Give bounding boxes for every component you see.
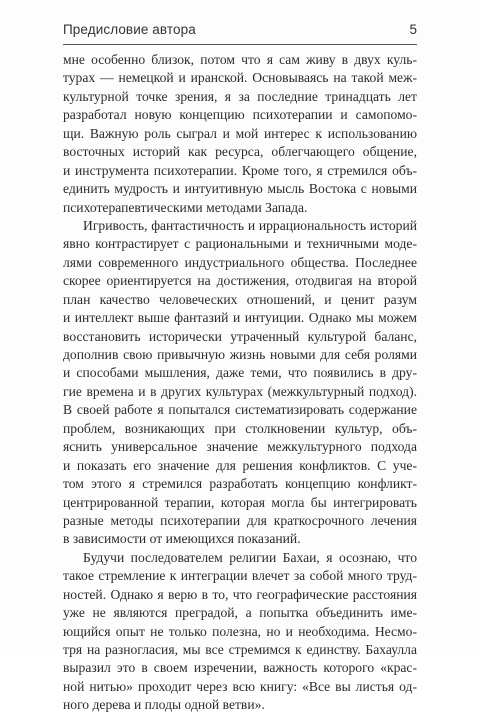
text-line: уже не являются преградой, а попытка объединить име- [63, 605, 417, 621]
paragraph-2 [63, 217, 417, 549]
text-line: ностей. Однако я верю в то, что географические расстояния [63, 586, 417, 602]
text-line: такое стремление к интеграции влечет за собой много труд- [63, 568, 417, 584]
text-line: скорее ориентируется на достижения, отодвигая на второй [63, 273, 417, 289]
text-line: ного дерева и плоды одной ветви». [63, 697, 265, 713]
text-line: гие времена и в других культурах (межкультурный подход). [63, 383, 417, 399]
text-line: яснить универсальное значение межкультурного подхода [63, 439, 417, 455]
text-line: культурной точке зрения, я за последние тринадцать лет [63, 88, 417, 104]
text-line: восточных историй как ресурса, облегчающего общение, [63, 144, 417, 160]
paragraph-3 [63, 549, 417, 715]
running-head [63, 22, 417, 45]
text-line: в зависимости от имеющихся показаний. [63, 531, 301, 547]
text-line: Игривость, фантастичность и иррациональность историй [83, 217, 417, 233]
text-line: центрированной терапии, которая могла бы интегрировать [63, 494, 417, 510]
page-number: 5 [409, 22, 417, 37]
text-line: мне особенно близок, потом что я сам живу в двух куль- [63, 52, 417, 67]
text-line: тря на разногласия, мы все стремимся к единству. Бахаулла [63, 642, 417, 657]
text-line: психотерапевтическими методами Запада. [63, 199, 308, 215]
text-line: В своей работе я попытался систематизировать содержание [63, 402, 417, 418]
text-line: лями современного индустриального общества. Последнее [63, 254, 417, 270]
text-line: ющийся опыт не только полезна, но и необходима. Несмо- [63, 623, 417, 639]
text-line: и способами мышления, даже теми, что появились в дру- [63, 365, 417, 381]
text-line: единить мудрость и интуитивную мысль Востока с новыми [63, 181, 417, 197]
text-line: явно контрастирует с рациональными и техничными моде- [63, 236, 417, 252]
body-text [63, 51, 417, 715]
text-line: Будучи последователем религии Бахаи, я осознаю, что [83, 549, 417, 565]
text-line: и инструмента психотерапии. Кроме того, я стремился объ- [63, 162, 417, 178]
text-line: разработал новую концепцию психотерапии и самопомо- [63, 107, 417, 123]
text-line: план качество человеческих отношений, и ценит разум [63, 291, 417, 307]
text-line: ной нитью» проходит через всю книгу: «Все вы листья од- [63, 678, 417, 694]
text-line: проблем, возникающих при столкновении культур, объ- [63, 420, 417, 436]
running-title: Предисловие автора [63, 22, 196, 37]
text-line: и показать его значение для решения конфликтов. С уче- [63, 457, 417, 473]
text-line: дополнив свою привычную жизнь новыми для себя ролями [63, 347, 417, 362]
text-line: восстановить исторически утраченный культурой баланс, [63, 328, 417, 344]
text-line: и интеллект выше фантазий и интуиции. Однако мы можем [63, 310, 417, 326]
text-line: щи. Важную роль сыграл и мой интерес к использованию [63, 125, 417, 141]
text-line: разные методы психотерапии для краткосрочного лечения [63, 512, 417, 528]
text-line: том этого я стремился разработать концепцию конфликт- [63, 476, 417, 492]
text-line: выразил это в своем изречении, важность которого «крас- [63, 660, 417, 676]
text-line: турах — немецкой и иранской. Основываясь на такой меж- [63, 70, 417, 86]
paragraph-1 [63, 51, 417, 217]
